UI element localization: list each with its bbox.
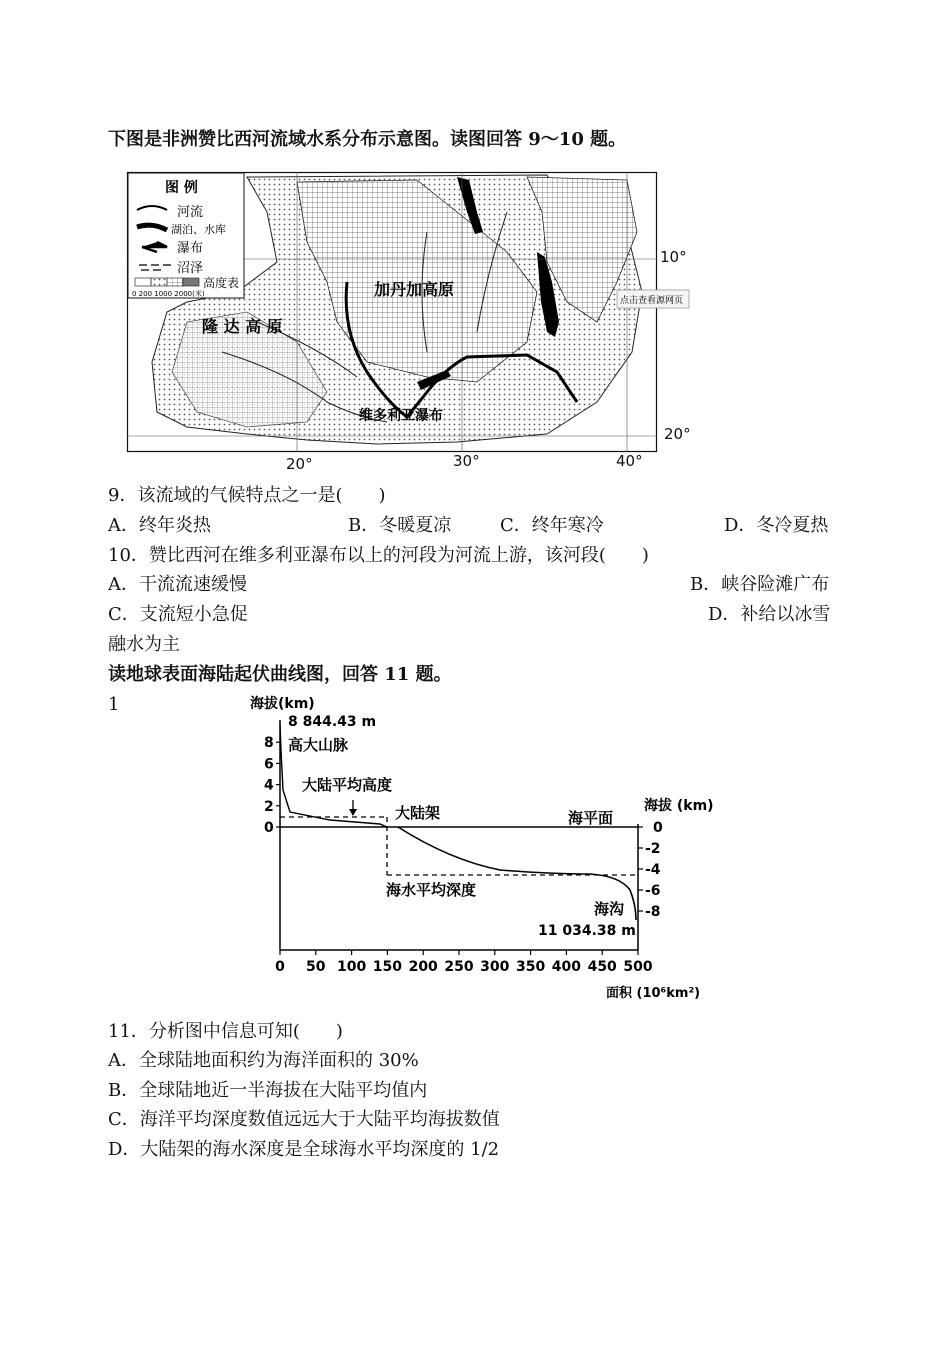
- q11-option-a[interactable]: A．全球陆地面积约为海洋面积的 30%: [108, 1050, 419, 1071]
- right-tick-label: -6: [645, 883, 661, 899]
- popup-text: 点击查看源网页: [620, 296, 684, 306]
- q9-option-c[interactable]: C．终年寒冷: [500, 515, 604, 536]
- lon-40: 40°: [616, 452, 643, 470]
- map-svg: [127, 172, 684, 452]
- q9-stem: 9．该流域的气候特点之一是( ): [108, 485, 386, 506]
- x-tick-label: 300: [480, 959, 510, 975]
- label-victoria-falls: 维多利亚瀑布: [359, 408, 443, 424]
- intro-text-1: 下图是非洲赞比西河流域水系分布示意图。读图回答 9～10 题。: [108, 129, 627, 150]
- right-tick-label: -2: [645, 841, 661, 857]
- intro-text-2: 读地球表面海陆起伏曲线图，回答 11 题。: [108, 664, 452, 685]
- q10-option-a[interactable]: A．干流流速缓慢: [108, 574, 247, 595]
- arrow-down-icon: [349, 809, 357, 816]
- q9-option-b[interactable]: B．冬暖夏凉: [348, 515, 452, 536]
- right-tick-label: 0: [653, 820, 663, 836]
- x-tick-label: 100: [336, 959, 367, 975]
- left-axis-title: 海拔(km): [250, 696, 315, 712]
- legend-title: 图 例: [165, 180, 198, 196]
- label-avg-land: 大陆平均高度: [302, 776, 393, 794]
- label-mountains: 高大山脉: [288, 736, 349, 754]
- x-tick-label: 500: [623, 959, 653, 975]
- x-tick-label: 400: [551, 959, 582, 975]
- right-tick-label: -4: [645, 862, 661, 878]
- x-tick-label: 350: [515, 959, 546, 975]
- legend-lake: 湖泊、水库: [171, 223, 226, 236]
- trench-depth: 11 034.38 m: [538, 923, 636, 939]
- legend-waterfall: 瀑布: [177, 241, 204, 256]
- right-tick-label: -8: [645, 904, 661, 920]
- legend-height-scale: 高度表: [203, 276, 240, 290]
- lat-10: 10°: [660, 248, 687, 266]
- q10-stem: 10．赞比西河在维多利亚瀑布以上的河段为河流上游，该河段( ): [108, 545, 649, 566]
- lon-20: 20°: [286, 455, 313, 473]
- source-popup[interactable]: [617, 290, 689, 308]
- x-tick-label: 250: [444, 959, 474, 975]
- label-avg-depth: 海水平均深度: [386, 881, 477, 899]
- q10-option-b[interactable]: B．峡谷险滩广布: [690, 574, 830, 595]
- label-sea-level: 海平面: [568, 809, 614, 827]
- label-shelf: 大陆架: [395, 804, 441, 822]
- lat-20: 20°: [664, 425, 691, 443]
- x-tick-label: 150: [372, 959, 403, 975]
- q9-option-a[interactable]: A．终年炎热: [108, 515, 211, 536]
- x-tick-label: 50: [306, 959, 326, 975]
- left-tick-label: 4: [264, 777, 274, 794]
- left-tick-label: 0: [264, 820, 274, 836]
- x-tick-label: 450: [587, 959, 617, 975]
- peak-elevation: 8 844.43 m: [288, 714, 377, 730]
- x-tick-label: 0: [275, 959, 285, 975]
- legend-river: 河流: [177, 205, 204, 220]
- q9-option-d[interactable]: D．冬冷夏热: [724, 515, 829, 536]
- left-tick-label: 2: [264, 798, 274, 815]
- q11-option-b[interactable]: B．全球陆地近一半海拔在大陆平均值内: [108, 1080, 428, 1101]
- legend-scale-ticks: 0 200 1000 2000(米): [132, 290, 205, 298]
- hypsographic-curve-figure: [250, 690, 720, 1010]
- q11-option-c[interactable]: C．海洋平均深度数值远远大于大陆平均海拔数值: [108, 1109, 500, 1130]
- left-tick-label: 6: [264, 756, 274, 773]
- stray-number: 1: [108, 694, 120, 715]
- x-axis-title: 面积 (10⁶km²): [606, 986, 701, 1001]
- q11-option-d[interactable]: D．大陆架的海水深度是全球海水平均深度的 1/2: [108, 1139, 500, 1160]
- zambezi-basin-map: [127, 172, 684, 452]
- q10-option-c[interactable]: C．支流短小急促: [108, 604, 248, 625]
- right-axis-title: 海拔 (km): [644, 798, 714, 814]
- label-lunda-plateau: 隆 达 高 原: [202, 317, 283, 336]
- lon-30: 30°: [453, 452, 480, 470]
- profile-svg: [250, 690, 720, 1010]
- q10-option-d[interactable]: D．补给以冰雪: [708, 604, 831, 625]
- x-tick-label: 200: [408, 959, 438, 975]
- map-legend: [128, 173, 244, 298]
- q11-stem: 11．分析图中信息可知( ): [108, 1021, 343, 1042]
- label-trench: 海沟: [594, 900, 625, 918]
- legend-swamp: 沼泽: [177, 261, 204, 276]
- label-katanga-plateau: 加丹加高原: [374, 280, 455, 299]
- q10-option-d-continued: 融水为主: [108, 634, 180, 655]
- left-tick-label: 8: [264, 735, 274, 752]
